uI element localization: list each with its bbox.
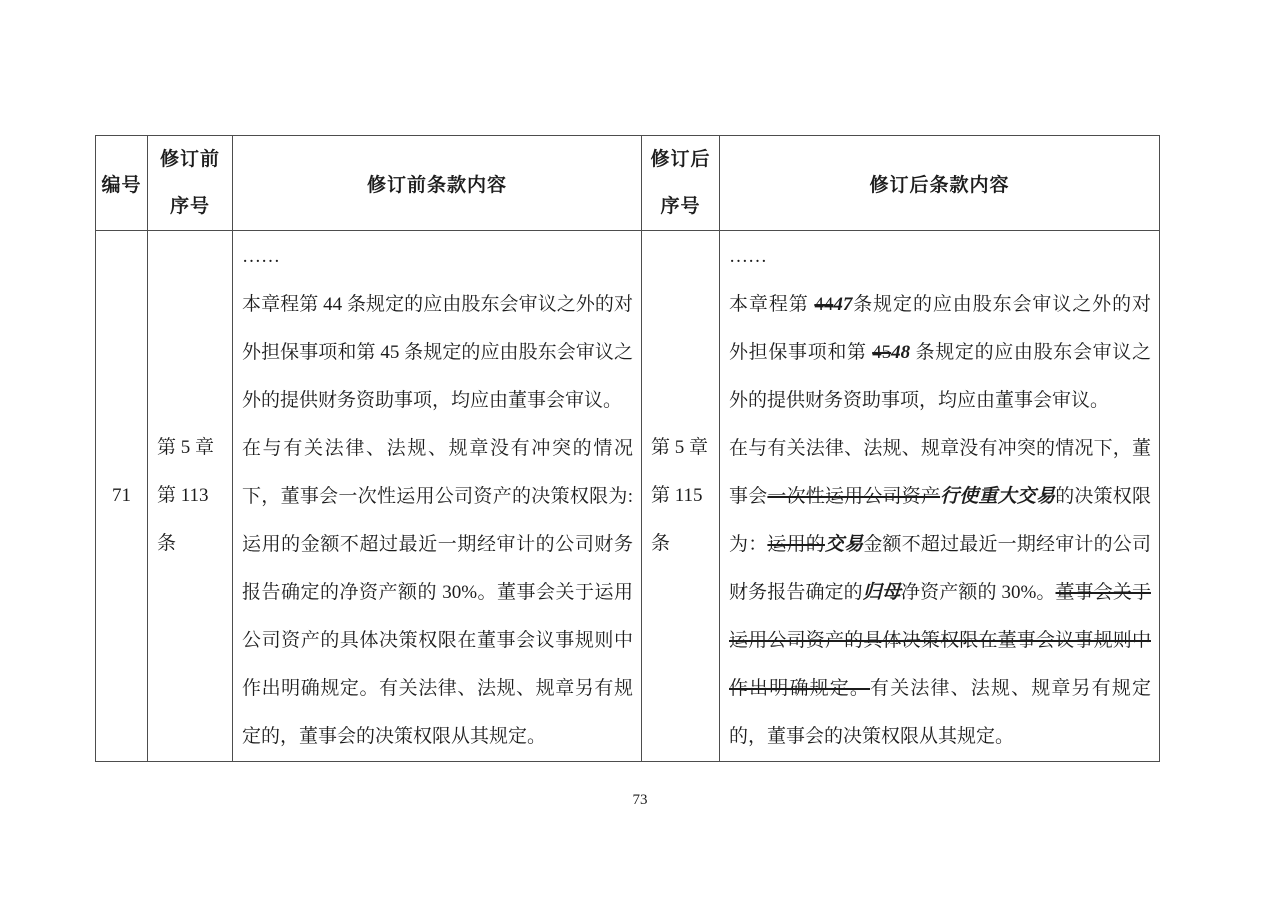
header-post-content: 修订后条款内容	[720, 136, 1160, 231]
table-row	[96, 231, 1160, 762]
post-clause-content: …… 本章程第 4447条规定的应由股东会审议之外的对外担保事项和第 4548 条规定的应由股东会审议之外的提供财务资助事项，均应由董事会审议。 在与有关法律、法规、规章没有冲突的情况下，董事会一次性运用公司资产行使重大交易的决策权限为：运用的交易金额不超过最近一期经审计的公司财务报告确定的归母净资产额的 30%。董事会关于运用公司资产的具体决策权限在董事会议事规则中作出明确规定。有关法律、法规、规章另有规定的，董事会的决策权限从其规定。	[720, 231, 1160, 762]
pre-clause-content: …… 本章程第 44 条规定的应由股东会审议之外的对外担保事项和第 45 条规定的应由股东会审议之外的提供财务资助事项，均应由董事会审议。 在与有关法律、法规、规章没有冲突的情况下，董事会一次性运用公司资产的决策权限为:运用的金额不超过最近一期经审计的公司财务报告确定的净资产额的 30%。董事会关于运用公司资产的具体决策权限在董事会议事规则中作出明确规定。有关法律、法规、规章另有规定的，董事会的决策权限从其规定。	[233, 231, 642, 762]
pre-article-number: 第 5 章 第 113 条	[148, 231, 233, 762]
header-row	[96, 136, 1160, 231]
header-id: 编号	[96, 136, 148, 231]
post-article-number: 第 5 章 第 115 条	[642, 231, 720, 762]
header-post-number: 修订后 序号	[642, 136, 720, 231]
page-number: 73	[632, 792, 648, 808]
header-pre-number: 修订前 序号	[148, 136, 233, 231]
row-number: 71	[96, 231, 148, 762]
revision-comparison-table	[95, 135, 1160, 762]
header-pre-content: 修订前条款内容	[233, 136, 642, 231]
